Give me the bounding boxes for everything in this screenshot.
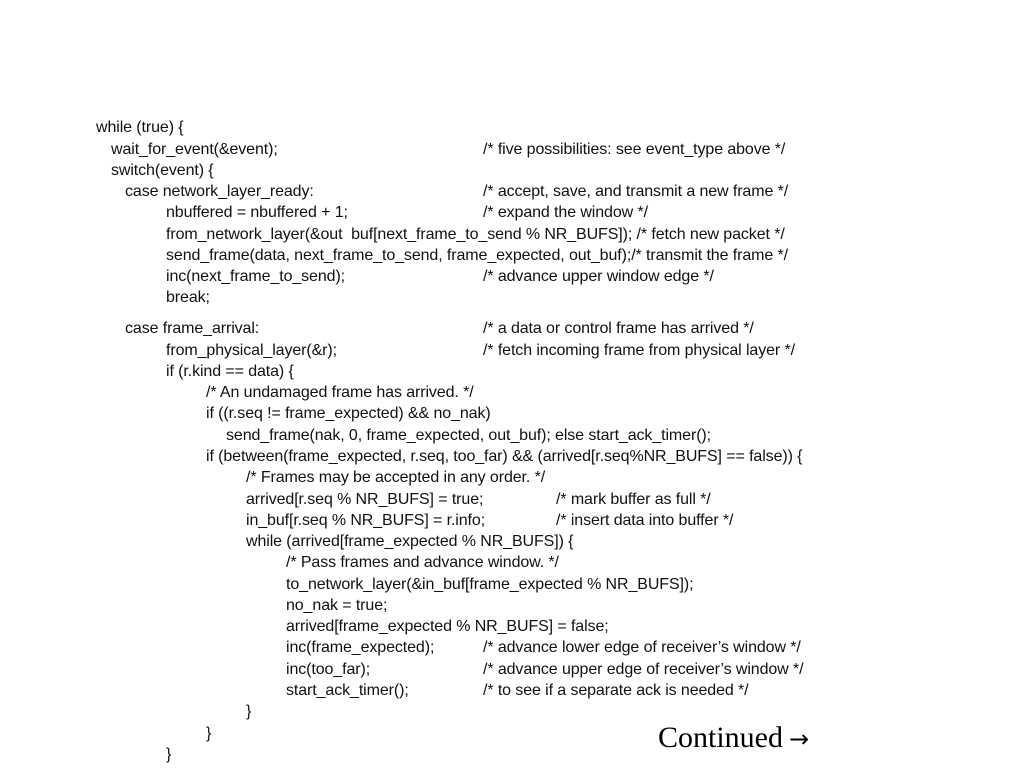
code-line: if (r.kind == data) { [166, 363, 294, 380]
continued-label [658, 720, 809, 757]
code-line: } [206, 725, 212, 742]
code-line: inc(frame_expected); [286, 639, 435, 656]
code-line: /* Frames may be accepted in any order. */ [246, 469, 546, 486]
code-line: wait_for_event(&event); [111, 141, 278, 158]
code-line: /* Pass frames and advance window. */ [286, 554, 559, 571]
code-line: from_network_layer(&out buf[next_frame_to_send % NR_BUFS]); /* fetch new packet */ [166, 226, 785, 243]
code-line: } [246, 703, 252, 720]
arrow-right-icon: → [789, 725, 810, 753]
code-comment: /* advance upper edge of receiver’s window */ [483, 661, 804, 678]
code-line: start_ack_timer(); [286, 682, 409, 699]
code-comment: /* expand the window */ [483, 204, 648, 221]
code-line: from_physical_layer(&r); [166, 342, 337, 359]
code-line: no_nak = true; [286, 597, 388, 614]
code-line: arrived[frame_expected % NR_BUFS] = false; [286, 618, 609, 635]
code-line: send_frame(nak, 0, frame_expected, out_buf); else start_ack_timer(); [226, 427, 711, 444]
code-comment: /* insert data into buffer */ [556, 512, 734, 529]
code-line: to_network_layer(&in_buf[frame_expected % NR_BUFS]); [286, 576, 694, 593]
code-comment: /* fetch incoming frame from physical layer */ [483, 342, 795, 359]
code-line: in_buf[r.seq % NR_BUFS] = r.info; [246, 512, 486, 529]
code-line: break; [166, 289, 210, 306]
code-line: send_frame(data, next_frame_to_send, frame_expected, out_buf);/* transmit the frame */ [166, 247, 788, 264]
code-comment: /* accept, save, and transmit a new frame */ [483, 183, 789, 200]
code-line: nbuffered = nbuffered + 1; [166, 204, 348, 221]
code-line: switch(event) { [111, 162, 214, 179]
code-line: while (true) { [96, 119, 184, 136]
code-line: while (arrived[frame_expected % NR_BUFS]) { [246, 533, 574, 550]
code-comment: /* mark buffer as full */ [556, 491, 711, 508]
code-line: if ((r.seq != frame_expected) && no_nak) [206, 405, 491, 422]
code-comment: /* five possibilities: see event_type above */ [483, 141, 786, 158]
code-line: inc(next_frame_to_send); [166, 268, 346, 285]
code-comment: /* advance upper window edge */ [483, 268, 714, 285]
code-comment: /* a data or control frame has arrived */ [483, 320, 754, 337]
code-line: case network_layer_ready: [125, 183, 314, 200]
code-line: case frame_arrival: [125, 320, 260, 337]
code-comment: /* advance lower edge of receiver’s window */ [483, 639, 801, 656]
code-comment: /* to see if a separate ack is needed */ [483, 682, 749, 699]
code-line: if (between(frame_expected, r.seq, too_far) && (arrived[r.seq%NR_BUFS] == false)) { [206, 448, 803, 465]
continued-text: Continued [658, 721, 783, 754]
code-line: } [166, 746, 172, 763]
code-line: inc(too_far); [286, 661, 371, 678]
code-line: arrived[r.seq % NR_BUFS] = true; [246, 491, 484, 508]
code-line: /* An undamaged frame has arrived. */ [206, 384, 474, 401]
